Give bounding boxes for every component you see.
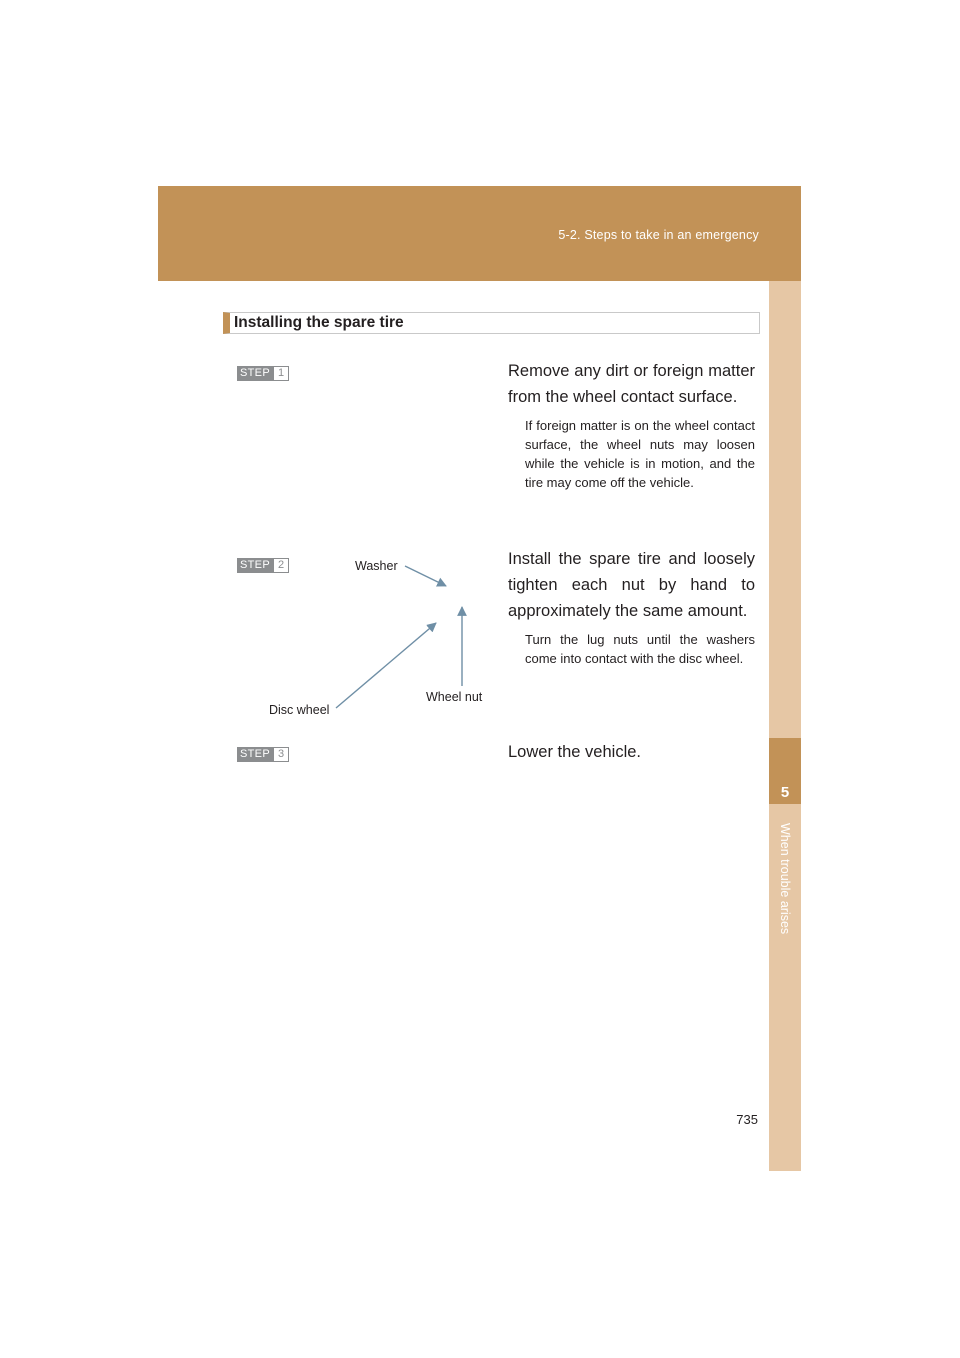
wheel-nut-label: Wheel nut — [426, 690, 483, 704]
breadcrumb: 5-2. Steps to take in an emergency — [558, 228, 759, 242]
step-number: 1 — [273, 366, 289, 381]
page-number: 735 — [736, 1112, 758, 1127]
chapter-number: 5 — [780, 784, 790, 801]
washer-leader-line — [405, 566, 446, 586]
step-number: 2 — [273, 558, 289, 573]
step-label: STEP — [237, 366, 273, 381]
chapter-title: When trouble arises — [778, 823, 792, 935]
step-label: STEP — [237, 747, 273, 762]
step-3-instruction: Lower the vehicle. — [508, 743, 641, 761]
step-number: 3 — [273, 747, 289, 762]
step-label: STEP — [237, 558, 273, 573]
step-1-instruction: Remove any dirt or foreign matter from the wheel contact surface. — [508, 362, 755, 406]
step-2-instruction: Install the spare tire and loosely tighten each nut by hand to approximately the same amount. — [508, 550, 755, 620]
disc-wheel-label: Disc wheel — [269, 703, 330, 717]
washer-label: Washer — [355, 559, 398, 573]
step-3-badge — [237, 747, 289, 762]
step-2-note: Turn the lug nuts until the washers come into contact with the disc wheel. — [525, 632, 755, 666]
step-1-note: If foreign matter is on the wheel contact surface, the wheel nuts may loosen while the vehicle is in motion, and the tire may come off the vehicle. — [525, 418, 755, 490]
section-title: Installing the spare tire — [223, 312, 760, 334]
disc-wheel-leader-line — [336, 623, 436, 708]
